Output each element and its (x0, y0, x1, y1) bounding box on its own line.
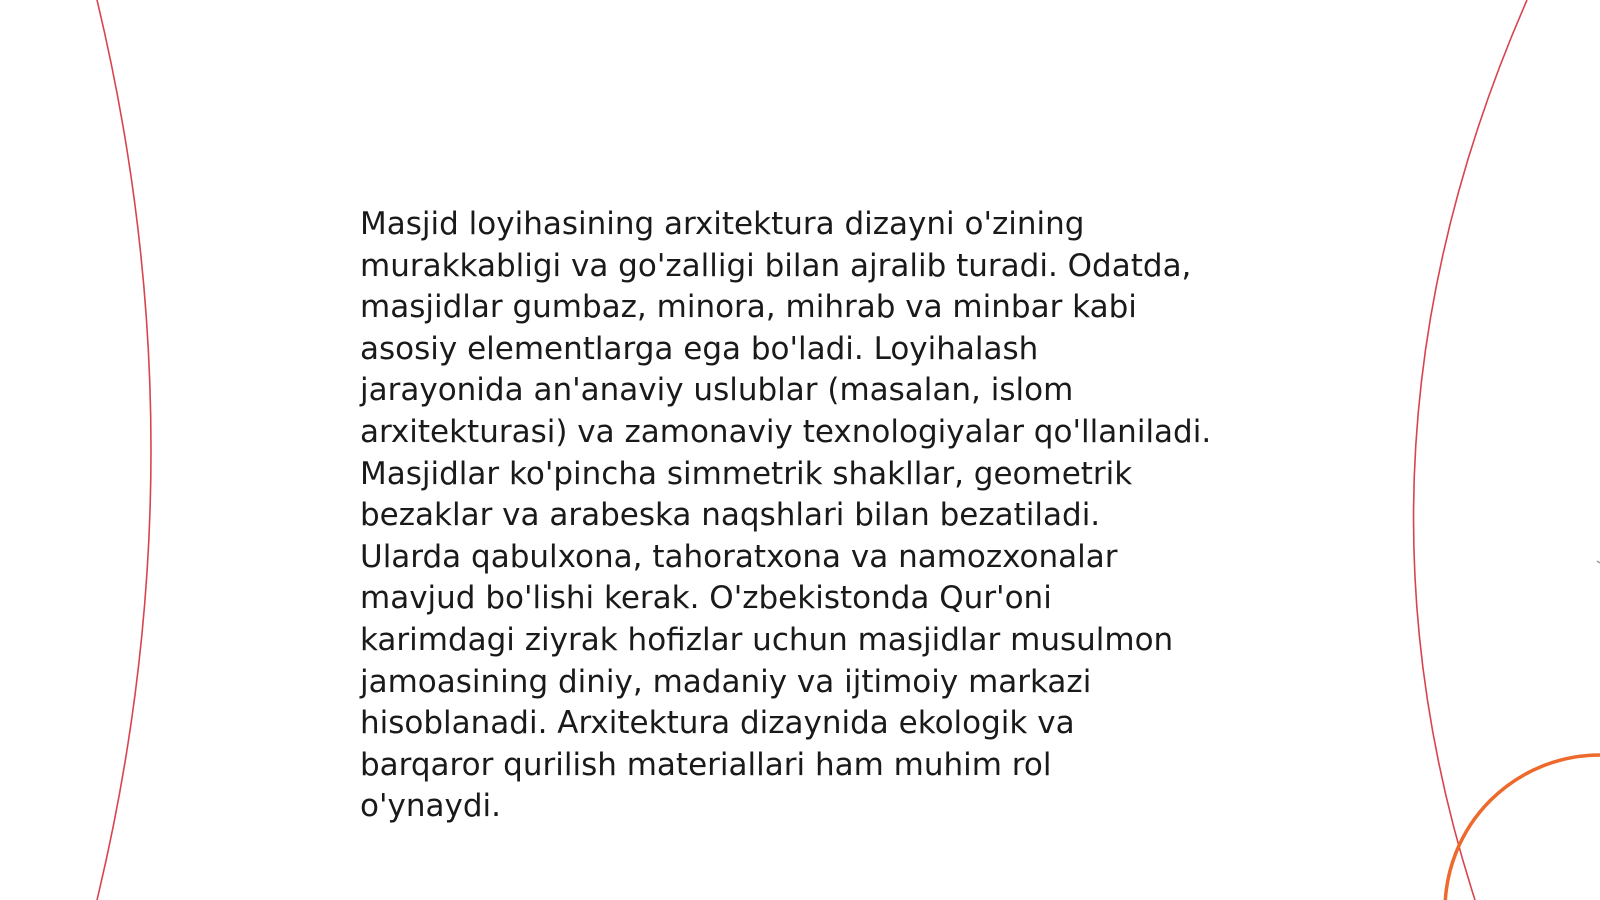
body-paragraph: Masjid loyihasining arxitektura dizayni o'zining murakkabligi va go'zalligi bilan ajralib turadi. Odatda, masjidlar gumbaz, minora, mihrab va minbar kabi asosiy elementlarga ega bo'ladi. Loyihalash jarayonida an'anaviy uslublar (masalan, islom arxitekturasi) va zamonaviy texnologiyalar qo'llaniladi. Masjidlar ko'pincha simmetrik shakllar, geometrik bezaklar va arabeska naqshlari bilan bezatiladi. Ularda qabulxona, tahoratxona va namozxonalar mavjud bo'lishi kerak. O'zbekistonda Qur'oni karimdagi ziyrak hofizlar uchun masjidlar musulmon jamoasining diniy, madaniy va ijtimoiy markazi hisoblanadi. Arxitektura dizaynida ekologik va barqaror qurilish materiallari ham muhim rol o'ynaydi. (360, 206, 1212, 825)
corner-circle-outline (1445, 755, 1600, 900)
left-arc-line (97, 0, 151, 900)
right-arc-line (1414, 0, 1527, 900)
